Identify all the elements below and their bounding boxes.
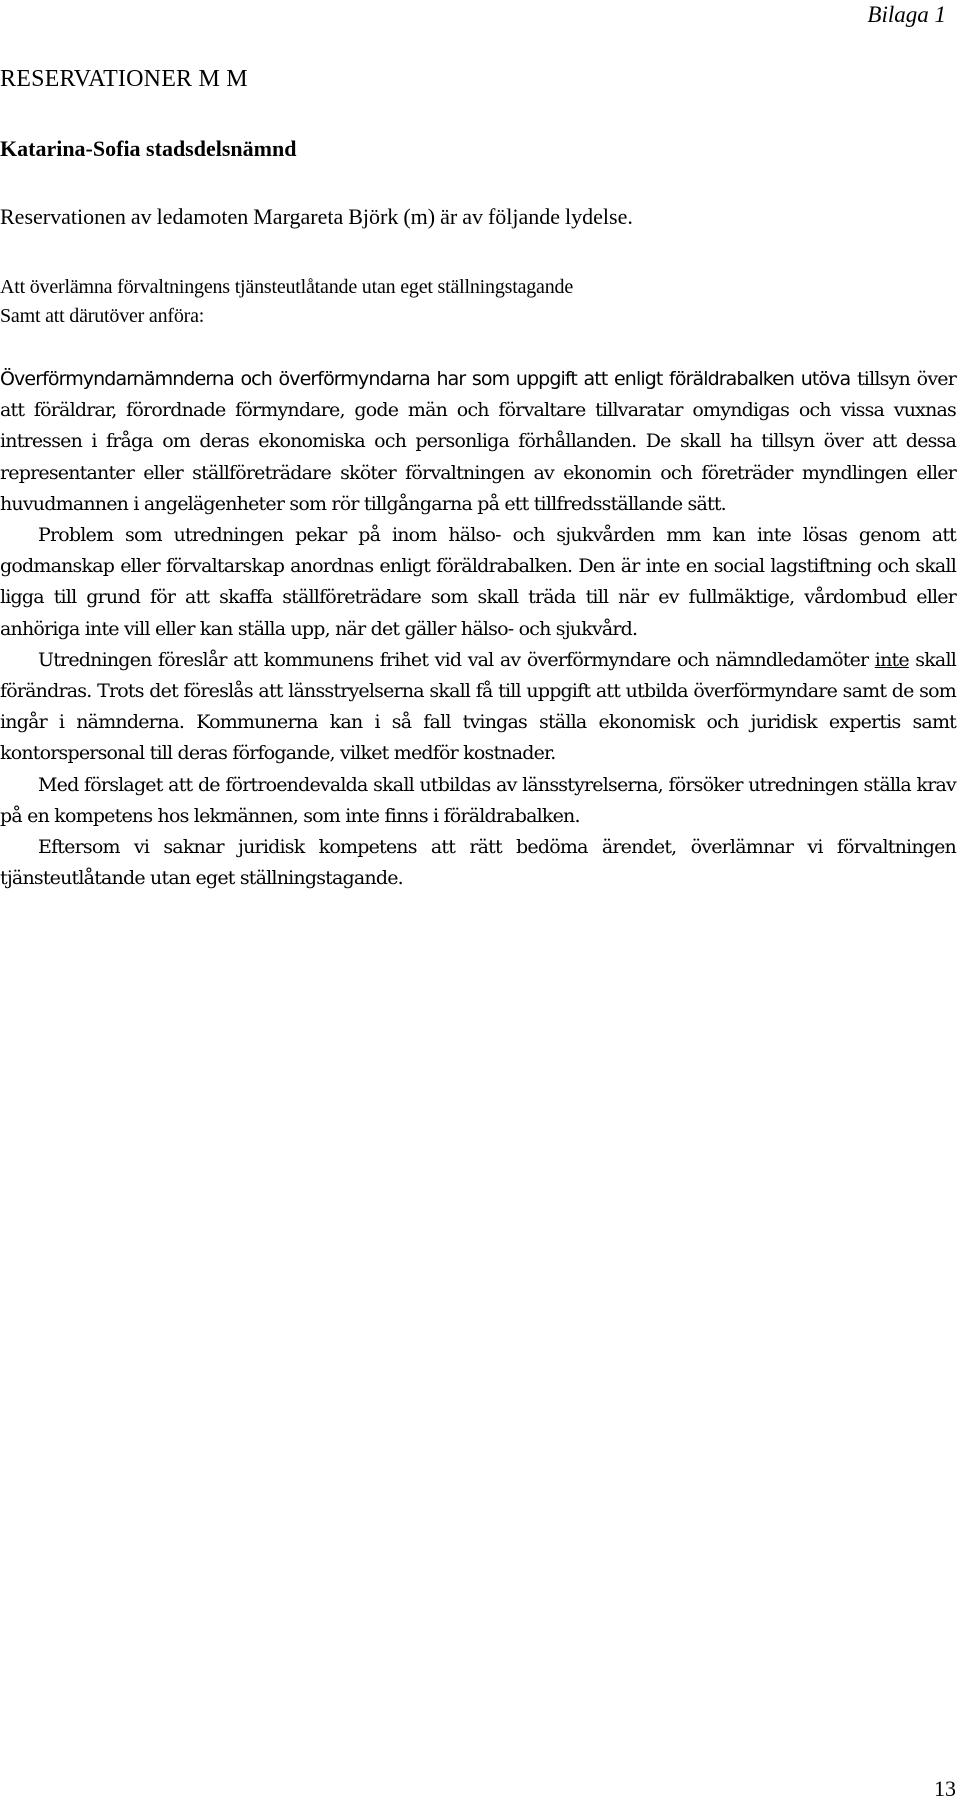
paragraph-5: Eftersom vi saknar juridisk kompetens att rätt bedöma ärendet, överlämnar vi förvaltningen tjänsteutlåtande utan eget ställningstagande. xyxy=(0,836,956,890)
paragraph-1 xyxy=(0,364,956,520)
reservation-body xyxy=(0,364,956,894)
paragraph-4: Med förslaget att de förtroendevalda skall utbildas av länsstyrelserna, försöker utredningen ställa krav på en kompetens hos lekmännen, som inte finns i föräldrabalken. xyxy=(0,773,956,827)
page-number: 13 xyxy=(934,1776,956,1801)
paragraph-3-after: skall förändras. Trots det föreslås att länsstryelserna skall få till uppgift att utbilda överförmyndare samt de som ingår i nämnderna. Kommunerna kan i så fall tvingas ställa ekonomisk och juridisk expertis samt kontorspersonal till deras förfogande, vilket medför kostnader. xyxy=(0,648,957,765)
paragraph-3-before: Utredningen föreslår att kommunens frihet vid val av överförmyndare och nämndledamöter xyxy=(38,648,875,671)
reservation-intro: Reservationen av ledamoten Margareta Björk (m) är av följande lydelse. xyxy=(0,204,633,229)
paragraph-1-lead: Överförmyndarnämnderna och överförmyndarna har som uppgift att enligt föräldrabalken utöva xyxy=(0,368,851,390)
proposal-line-1: Att överlämna förvaltningens tjänsteutlåtande utan eget ställningstagande xyxy=(0,276,573,298)
committee-name: Katarina-Sofia stadsdelsnämnd xyxy=(0,136,297,161)
underlined-word: inte xyxy=(874,648,909,671)
appendix-label: Bilaga 1 xyxy=(867,2,946,27)
paragraph-3 xyxy=(0,645,956,770)
paragraph-2: Problem som utredningen pekar på inom hälso- och sjukvården mm kan inte lösas genom att godmanskap eller förvaltarskap anordnas enligt föräldrabalken. Den är inte en social lagstiftning och skall ligga till grund för att skaffa ställföreträdare som skall träda till när ev fullmäktige, vårdombud eller anhöriga inte vill eller kan ställa upp, när det gäller hälso- och sjukvård. xyxy=(0,524,956,640)
proposal-line-2: Samt att därutöver anföra: xyxy=(0,305,205,327)
paragraph-1-rest: tillsyn över att föräldrar, förordnade förmyndare, gode män och förvaltare tillvaratar omyndigas och vissa vuxnas intressen i fråga om deras ekonomiska och personliga förhållanden. De skall ha tillsyn över att dessa representanter eller ställföreträdare sköter förvaltningen av ekonomin och företräder myndlingen eller huvudmannen i angelägenheter som rör tillgångarna på ett tillfredsställande sätt. xyxy=(0,368,956,515)
proposal-block xyxy=(0,273,960,331)
document-title: RESERVATIONER M M xyxy=(0,66,248,92)
